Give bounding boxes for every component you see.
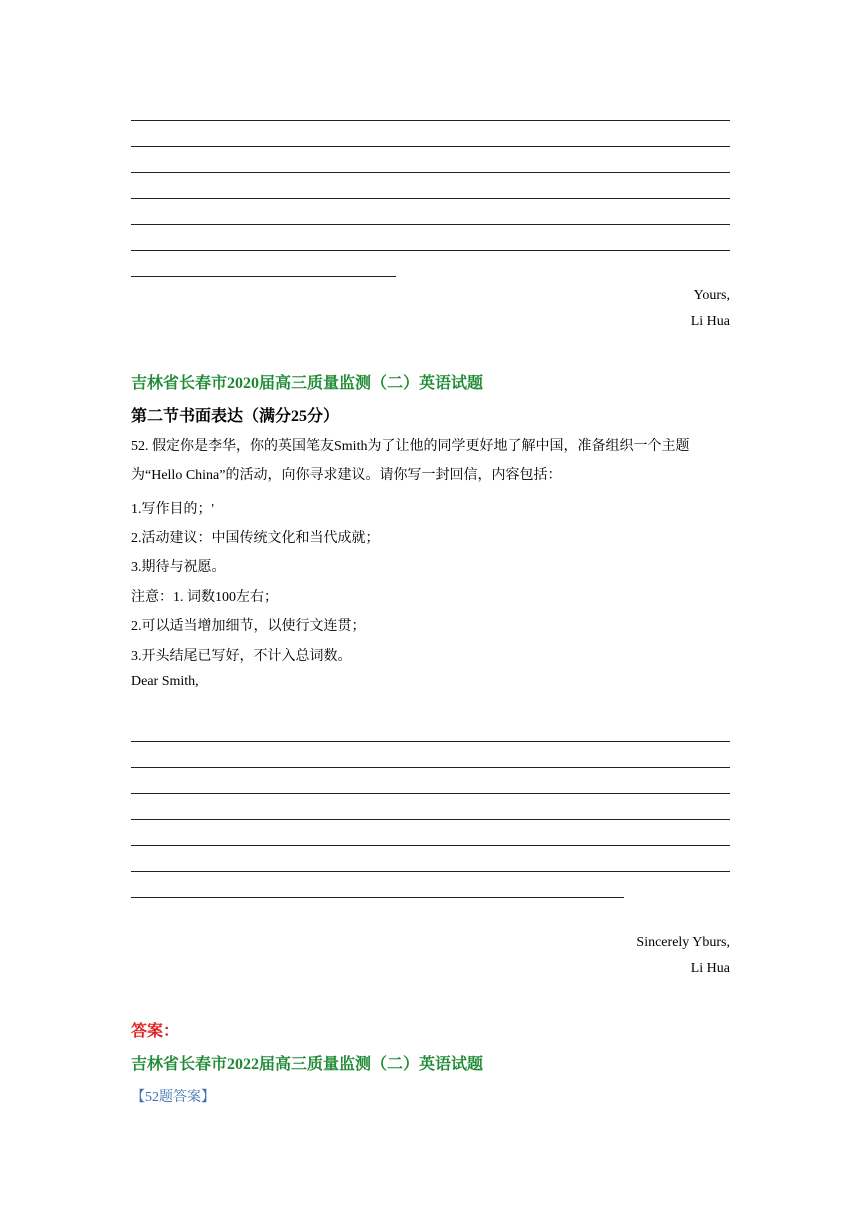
exam-source-heading: 吉林省长春市2020届高三质量监测（二）英语试题 (131, 375, 484, 392)
writing-line (131, 741, 730, 742)
content-point: 2.活动建议：中国传统文化和当代成就； (131, 531, 380, 546)
exam-source-heading: 吉林省长春市2022届高三质量监测（二）英语试题 (131, 1056, 484, 1073)
writing-line (131, 793, 730, 794)
writing-line (131, 250, 730, 251)
letter-signature: Li Hua (690, 314, 730, 329)
letter-closing: Sincerely Yburs, (636, 935, 730, 950)
writing-line (131, 224, 730, 225)
writing-line (131, 146, 730, 147)
writing-line (131, 767, 730, 768)
writing-line (131, 819, 730, 820)
writing-line (131, 198, 730, 199)
writing-line (131, 172, 730, 173)
note-item: 3.开头结尾已写好，不计入总词数。 (131, 649, 352, 664)
note-item: 2.可以适当增加细节，以使行文连贯； (131, 619, 366, 634)
writing-line-short (131, 276, 396, 277)
section-title: 第二节书面表达（满分25分） (131, 408, 340, 425)
question-prompt: 52. 假定你是李华，你的英国笔友Smith为了让他的同学更好地了解中国，准备组织一个主题为“Hello China”的活动，向你寻求建议。请你写一封回信，内容包括： (131, 439, 690, 483)
document-page (131, 0, 730, 1216)
letter-signature: Li Hua (690, 961, 730, 976)
writing-line (131, 871, 730, 872)
writing-line-short (131, 897, 624, 898)
letter-salutation: Dear Smith, (131, 674, 199, 689)
writing-line (131, 120, 730, 121)
letter-closing: Yours, (693, 288, 730, 303)
answer-label: 答案： (131, 1023, 180, 1040)
writing-line (131, 845, 730, 846)
content-point: 1.写作目的；' (131, 502, 215, 517)
note-item: 注意：1. 词数100左右； (131, 590, 278, 605)
answer-tag: 【52题答案】 (131, 1090, 215, 1105)
content-point: 3.期待与祝愿。 (131, 560, 226, 575)
